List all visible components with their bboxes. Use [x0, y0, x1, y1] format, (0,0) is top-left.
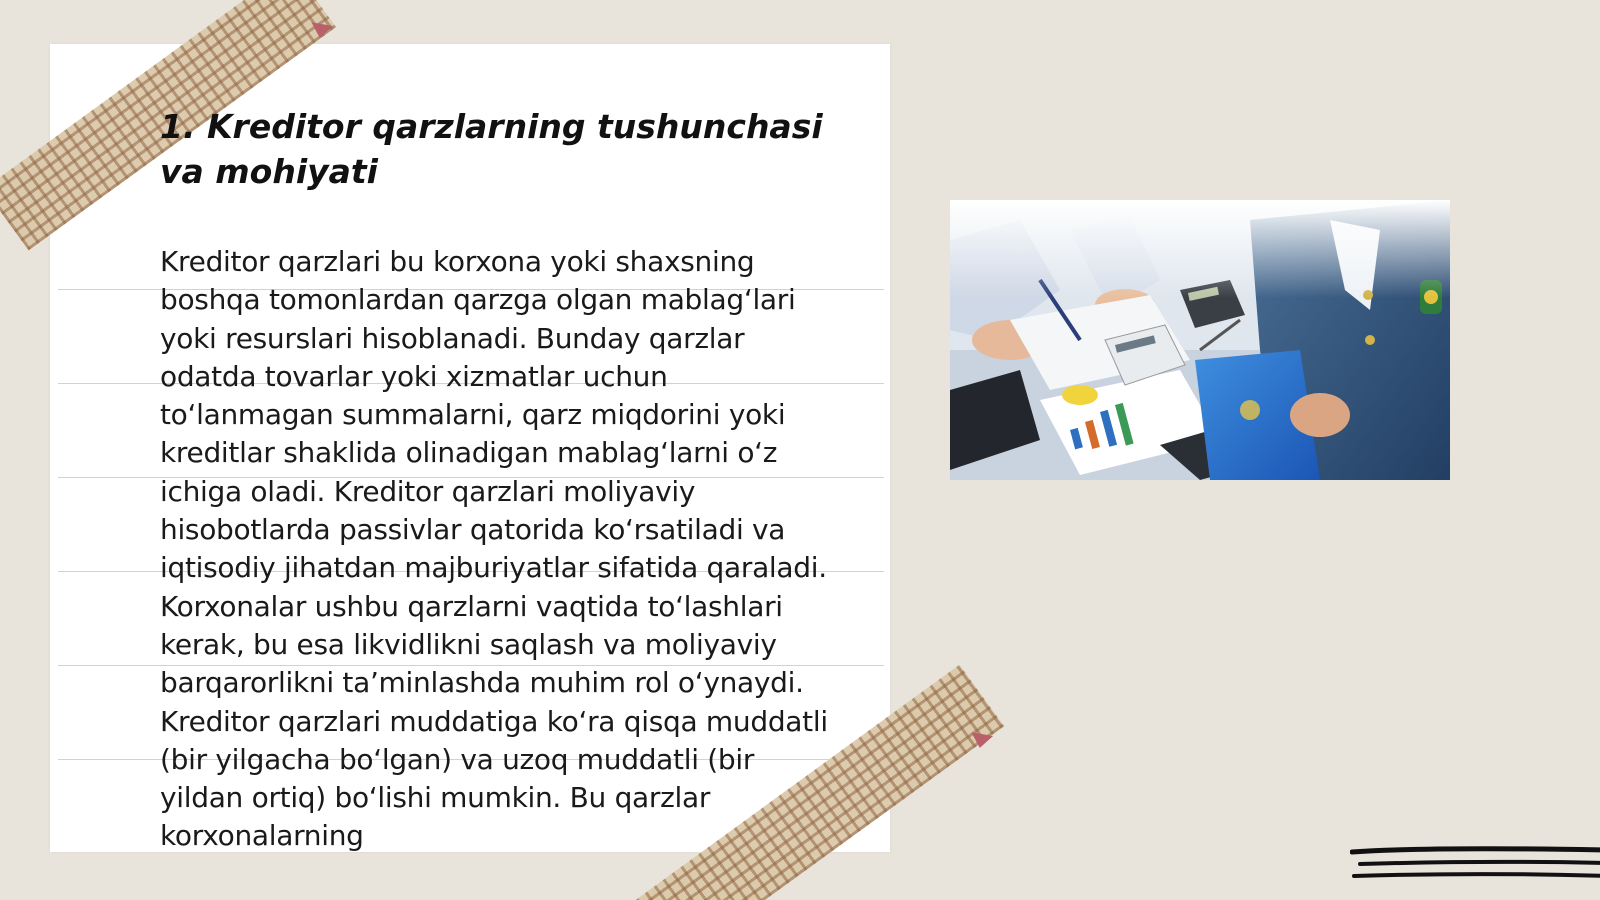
- scribble-lines-decoration: [1350, 846, 1600, 896]
- accounting-photo: [950, 200, 1450, 480]
- slide-body-text: Kreditor qarzlari bu korxona yoki shaxsning boshqa tomonlardan qarzga olgan mablag‘lari yoki resurslari hisoblanadi. Bunday qarzlar odatda tovarlar yoki xizmatlar uchun to‘lanmagan summalarni, qarz miqdorini yoki kreditlar shaklida olinadigan mablag‘larni o‘z ichiga oladi. Kreditor qarzlari moliyaviy hisobotlarda passivlar qatorida ko‘rsatiladi va iqtisodiy jihatdan majburiyatlar sifatida qaraladi. Korxonalar ushbu qarzlarni vaqtida to‘lashlari kerak, bu esa likvidlikni saqlash va moliyaviy barqarorlikni ta’minlashda muhim rol o‘ynaydi. Kreditor qarzlari muddatiga ko‘ra qisqa muddatli (bir yilgacha bo‘lgan) va uzoq muddatli (bir yildan ortiq) bo‘lishi mumkin. Bu qarzlar korxonalarning: [160, 245, 828, 853]
- slide-title: 1. Kreditor qarzlarning tushunchasi va mohiyati: [160, 107, 823, 191]
- accounting-meeting-illustration: [950, 200, 1450, 480]
